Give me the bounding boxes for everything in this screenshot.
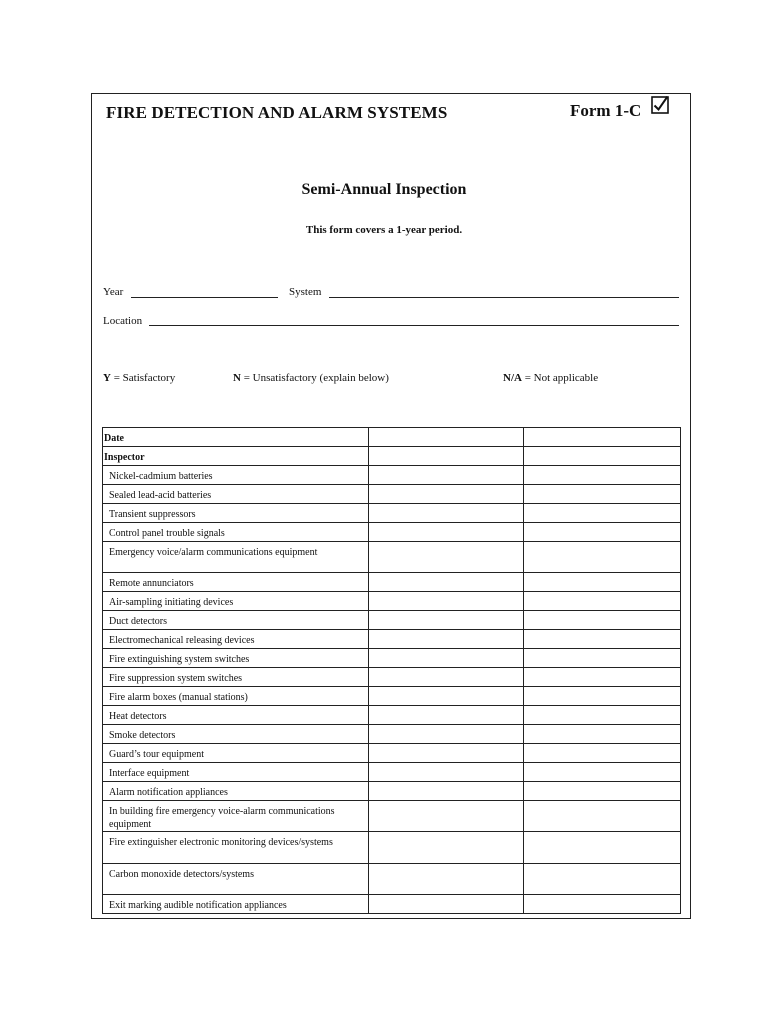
- table-row: [103, 573, 681, 592]
- table-row: [103, 630, 681, 649]
- entry-cell-2[interactable]: [524, 466, 681, 485]
- row-label: Fire extinguisher electronic monitoring devices/systems: [109, 837, 333, 848]
- item-label-cell: [103, 832, 369, 864]
- table-header-row: [103, 447, 681, 466]
- inspection-table: [102, 427, 681, 914]
- legend-n-text: = Unsatisfactory (explain below): [240, 372, 389, 384]
- row-label: Electromechanical releasing devices: [109, 635, 255, 646]
- entry-cell-1[interactable]: [369, 447, 524, 466]
- item-label-cell: [103, 523, 369, 542]
- entry-cell-2[interactable]: [524, 573, 681, 592]
- row-label: Emergency voice/alarm communications equipment: [109, 547, 318, 558]
- entry-cell-2[interactable]: [524, 763, 681, 782]
- entry-cell-1[interactable]: [369, 832, 524, 864]
- table-row: [103, 895, 681, 914]
- table-row: [103, 611, 681, 630]
- entry-cell-2[interactable]: [524, 447, 681, 466]
- row-label: Remote annunciators: [109, 578, 194, 589]
- table-row: [103, 687, 681, 706]
- table-row: [103, 725, 681, 744]
- entry-cell-1[interactable]: [369, 649, 524, 668]
- entry-cell-2[interactable]: [524, 668, 681, 687]
- entry-cell-2[interactable]: [524, 725, 681, 744]
- entry-cell-1[interactable]: [369, 782, 524, 801]
- entry-cell-1[interactable]: [369, 630, 524, 649]
- form-title: FIRE DETECTION AND ALARM SYSTEMS: [106, 103, 448, 122]
- entry-cell-2[interactable]: [524, 504, 681, 523]
- item-label-cell: [103, 573, 369, 592]
- entry-cell-1[interactable]: [369, 864, 524, 895]
- entry-cell-1[interactable]: [369, 504, 524, 523]
- entry-cell-2[interactable]: [524, 611, 681, 630]
- row-label: Fire extinguishing system switches: [109, 654, 250, 665]
- table-row: [103, 744, 681, 763]
- row-label: Guard’s tour equipment: [109, 749, 204, 760]
- entry-cell-2[interactable]: [524, 485, 681, 504]
- item-label-cell: [103, 611, 369, 630]
- year-label: Year: [103, 286, 124, 298]
- item-label-cell: [103, 864, 369, 895]
- row-label: Carbon monoxide detectors/systems: [109, 869, 254, 880]
- item-label-cell: [103, 763, 369, 782]
- item-label-cell: [103, 801, 369, 832]
- row-label: Nickel-cadmium batteries: [109, 471, 213, 482]
- table-row: [103, 592, 681, 611]
- entry-cell-1[interactable]: [369, 706, 524, 725]
- item-label-cell: [103, 649, 369, 668]
- entry-cell-2[interactable]: [524, 428, 681, 447]
- row-label: Transient suppressors: [109, 509, 196, 520]
- item-label-cell: [103, 725, 369, 744]
- row-label: Control panel trouble signals: [109, 528, 225, 539]
- entry-cell-1[interactable]: [369, 801, 524, 832]
- item-label-cell: [103, 630, 369, 649]
- inspection-heading: Semi-Annual Inspection: [301, 181, 467, 198]
- entry-cell-1[interactable]: [369, 523, 524, 542]
- item-label-cell: [103, 466, 369, 485]
- legend-satisfactory: [103, 372, 175, 384]
- entry-cell-1[interactable]: [369, 573, 524, 592]
- entry-cell-1[interactable]: [369, 466, 524, 485]
- table-row: [103, 504, 681, 523]
- item-label-cell: [103, 668, 369, 687]
- row-label: Interface equipment: [109, 768, 190, 779]
- entry-cell-2[interactable]: [524, 864, 681, 895]
- legend-y-text: = Satisfactory: [110, 372, 176, 384]
- row-label: Duct detectors: [109, 616, 168, 627]
- entry-cell-1[interactable]: [369, 763, 524, 782]
- row-label: Inspector: [104, 452, 145, 463]
- entry-cell-2[interactable]: [524, 801, 681, 832]
- system-label: System: [289, 286, 322, 298]
- entry-cell-1[interactable]: [369, 485, 524, 504]
- entry-cell-2[interactable]: [524, 895, 681, 914]
- table-header-row: [103, 428, 681, 447]
- entry-cell-1[interactable]: [369, 725, 524, 744]
- entry-cell-1[interactable]: [369, 428, 524, 447]
- entry-cell-1[interactable]: [369, 895, 524, 914]
- row-label: Date: [104, 433, 124, 444]
- item-label-cell: [103, 687, 369, 706]
- entry-cell-1[interactable]: [369, 668, 524, 687]
- row-label: Fire suppression system switches: [109, 673, 243, 684]
- row-label: Sealed lead-acid batteries: [109, 490, 212, 501]
- row-label: Exit marking audible notification appliances: [109, 900, 287, 911]
- entry-cell-1[interactable]: [369, 687, 524, 706]
- table-row: [103, 763, 681, 782]
- item-label-cell: [103, 504, 369, 523]
- row-label: Fire alarm boxes (manual stations): [109, 692, 248, 703]
- item-label-cell: [103, 895, 369, 914]
- legend-n-code: N: [233, 372, 241, 384]
- table-row: [103, 782, 681, 801]
- legend-y-code: Y: [103, 372, 111, 384]
- row-label: Alarm notification appliances: [109, 787, 228, 798]
- entry-cell-1[interactable]: [369, 744, 524, 763]
- row-label: Heat detectors: [109, 711, 167, 722]
- header-label-cell: [103, 447, 369, 466]
- entry-cell-2[interactable]: [524, 744, 681, 763]
- checkbox-checked-icon: [651, 96, 669, 114]
- item-label-cell: [103, 542, 369, 573]
- period-note: This form covers a 1-year period.: [305, 224, 463, 236]
- table-row: [103, 706, 681, 725]
- item-label-cell: [103, 485, 369, 504]
- year-field[interactable]: [131, 297, 278, 298]
- table-row: [103, 485, 681, 504]
- row-label: Air-sampling initiating devices: [109, 597, 234, 608]
- entry-cell-2[interactable]: [524, 649, 681, 668]
- legend-na-text: = Not applicable: [521, 372, 599, 384]
- legend-unsatisfactory: [233, 372, 389, 384]
- entry-cell-2[interactable]: [524, 592, 681, 611]
- location-label: Location: [103, 315, 143, 327]
- entry-cell-2[interactable]: [524, 706, 681, 725]
- item-label-cell: [103, 706, 369, 725]
- item-label-cell: [103, 592, 369, 611]
- table-row: [103, 864, 681, 895]
- system-field[interactable]: [329, 297, 679, 298]
- entry-cell-2[interactable]: [524, 630, 681, 649]
- table-row: [103, 542, 681, 573]
- table-row: [103, 466, 681, 485]
- table-row: [103, 801, 681, 832]
- table-row: [103, 523, 681, 542]
- header-label-cell: [103, 428, 369, 447]
- table-row: [103, 668, 681, 687]
- table-row: [103, 832, 681, 864]
- entry-cell-1[interactable]: [369, 542, 524, 573]
- row-label: Smoke detectors: [109, 730, 176, 741]
- entry-cell-2[interactable]: [524, 523, 681, 542]
- entry-cell-2[interactable]: [524, 687, 681, 706]
- item-label-cell: [103, 744, 369, 763]
- entry-cell-2[interactable]: [524, 542, 681, 573]
- table-row: [103, 649, 681, 668]
- entry-cell-1[interactable]: [369, 592, 524, 611]
- entry-cell-2[interactable]: [524, 782, 681, 801]
- row-label: In building fire emergency voice-alarm communications equipment: [109, 806, 335, 830]
- form-number: Form 1-C: [570, 101, 642, 120]
- entry-cell-2[interactable]: [524, 832, 681, 864]
- item-label-cell: [103, 782, 369, 801]
- location-field[interactable]: [149, 325, 679, 326]
- legend-na-code: N/A: [503, 372, 522, 384]
- legend-not-applicable: [503, 372, 598, 384]
- entry-cell-1[interactable]: [369, 611, 524, 630]
